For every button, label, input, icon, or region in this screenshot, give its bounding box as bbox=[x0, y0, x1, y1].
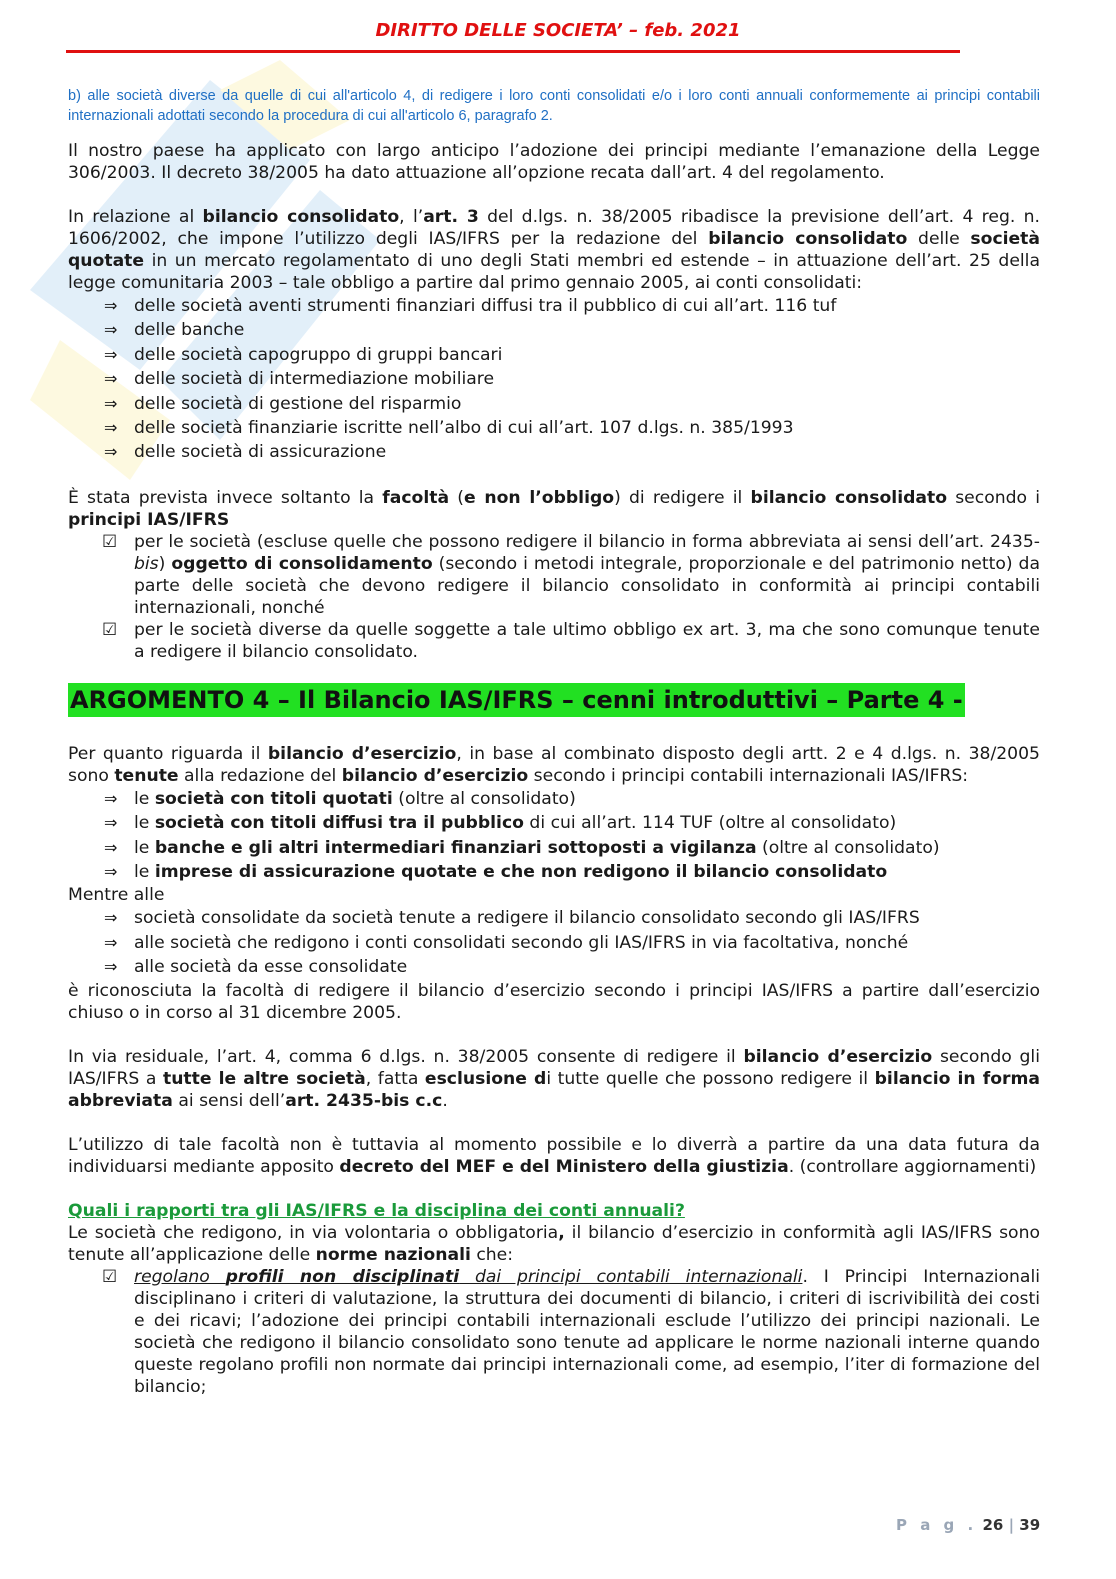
paragraph-facolta: È stata prevista invece soltanto la facoltà (e non l’obbligo) di redigere il bilancio consolidato secondo i principi IAS/IFRS bbox=[68, 487, 1041, 530]
arrow-icon: ⇒ bbox=[104, 369, 118, 389]
arrow-icon: ⇒ bbox=[104, 862, 118, 882]
mentre-label: Mentre alle bbox=[68, 885, 165, 906]
arrow-icon: ⇒ bbox=[104, 813, 118, 833]
paragraph-via-residuale: In via residuale, l’art. 4, comma 6 d.lgs. n. 38/2005 consente di redigere il bilancio d’esercizio secondo gli IAS/IFRS a tutte le altre società, fatta esclusione di tutte quelle che possono redigere il bilancio in forma abbreviata ai sensi dell’art. 2435-bis c.c. bbox=[68, 1046, 1040, 1111]
paragraph-bilancio-esercizio: Per quanto riguarda il bilancio d’esercizio, in base al combinato disposto degli artt. 2 e 4 d.lgs. n. 38/2005 sono tenute alla redazione del bilancio d’esercizio secondo i principi contabili internazionali IAS/IFRS: bbox=[68, 743, 1040, 786]
list-item: ⇒ delle società di gestione del risparmio bbox=[68, 392, 1040, 416]
page-label: P a g . bbox=[896, 1516, 978, 1534]
checkbox-icon: ☑ bbox=[102, 619, 118, 640]
list-item: ⇒ le società con titoli quotati (oltre al consolidato) bbox=[68, 787, 1040, 811]
list-item: ⇒ alle società che redigono i conti consolidati secondo gli IAS/IFRS in via facoltativa, nonché bbox=[68, 931, 1040, 955]
paragraph-utilizzo-facolta: L’utilizzo di tale facoltà non è tuttavia al momento possibile e lo diverrà a partire da una data futura da individuarsi mediante apposito decreto del MEF e del Ministero della giustizia. (controllare aggiornamenti) bbox=[68, 1134, 1040, 1177]
arrow-icon: ⇒ bbox=[104, 442, 118, 462]
header-rule bbox=[66, 50, 960, 53]
arrow-icon: ⇒ bbox=[104, 320, 118, 340]
list-item: ☑ regolano profili non disciplinati dai principi contabili internazionali. I Principi Internazionali disciplinano i criteri di valutazione, la struttura dei documenti di bilancio, i criteri di iscrivibilità dei costi e dei ricavi; l’adozione dei principi contabili internazionali esclude l’utilizzo dei principi nazionali. Le società che redigono il bilancio consolidato sono tenute ad applicare le norme nazionali interne quando queste regolano profili non normate dai principi internazionali come, ad esempio, l’iter di formazione del bilancio; bbox=[102, 1266, 1040, 1397]
list-item: ⇒ delle banche bbox=[68, 318, 1040, 342]
list-item: ⇒ delle società aventi strumenti finanziari diffusi tra il pubblico di cui all’art. 116 tuf bbox=[68, 294, 1040, 318]
total-pages: 39 bbox=[1019, 1516, 1041, 1534]
list-item: ⇒ delle società di intermediazione mobiliare bbox=[68, 367, 1040, 391]
arrow-icon: ⇒ bbox=[104, 393, 118, 413]
list-item: ⇒ delle società di assicurazione bbox=[68, 440, 1040, 464]
list-item: ⇒ le società con titoli diffusi tra il pubblico di cui all’art. 114 TUF (oltre al consolidato) bbox=[68, 811, 1040, 835]
paragraph-norme-nazionali: Le società che redigono, in via volontaria o obbligatoria, il bilancio d’esercizio in conformità agli IAS/IFRS sono tenute all’applicazione delle norme nazionali che: bbox=[68, 1222, 1040, 1265]
page-separator: | bbox=[1008, 1516, 1015, 1534]
norme-checklist bbox=[68, 1266, 1040, 1398]
document-body bbox=[68, 86, 1040, 1398]
section-heading: ARGOMENTO 4 – Il Bilancio IAS/IFRS – cenni introduttivi – Parte 4 - bbox=[68, 683, 965, 717]
list-item: ☑ per le società diverse da quelle soggette a tale ultimo obbligo ex art. 3, ma che sono comunque tenute a redigere il bilancio consolidato. bbox=[102, 619, 1040, 662]
list-item: ⇒ delle società capogruppo di gruppi bancari bbox=[68, 343, 1040, 367]
paragraph-bilancio-consolidato: In relazione al bilancio consolidato, l’art. 3 del d.lgs. n. 38/2005 ribadisce la previsione dell’art. 4 reg. n. 1606/2002, che impone l’utilizzo degli IAS/IFRS per la redazione del bilancio consolidato delle società quotate in un mercato regolamentato di uno degli Stati membri ed estende – in attuazione dell’art. 25 della legge comunitaria 2003 – tale obbligo a partire dal primo gennaio 2005, ai conti consolidati: bbox=[68, 207, 1040, 293]
arrow-icon: ⇒ bbox=[104, 418, 118, 438]
paragraph-law-306: Il nostro paese ha applicato con largo anticipo l’adozione dei principi mediante l’emanazione della Legge 306/2003. Il decreto 38/2005 ha dato attuazione all’opzione recata dall’art. 4 del regolamento. bbox=[68, 141, 1040, 183]
list-item: ⇒ le banche e gli altri intermediari finanziari sottoposti a vigilanza (oltre al consolidato) bbox=[68, 836, 1040, 860]
checkbox-icon: ☑ bbox=[102, 1266, 118, 1287]
arrow-icon: ⇒ bbox=[104, 908, 118, 928]
obligated-companies-list bbox=[68, 787, 1040, 885]
list-item: ⇒ società consolidate da società tenute a redigere il bilancio consolidato secondo gli IAS/IFRS bbox=[68, 906, 1040, 930]
consolidated-accounts-list bbox=[68, 294, 1040, 465]
question-heading: Quali i rapporti tra gli IAS/IFRS e la disciplina dei conti annuali? bbox=[68, 1200, 685, 1221]
arrow-icon: ⇒ bbox=[104, 837, 118, 857]
arrow-icon: ⇒ bbox=[104, 788, 118, 808]
arrow-icon: ⇒ bbox=[104, 932, 118, 952]
facolta-checklist bbox=[68, 531, 1040, 663]
current-page: 26 bbox=[982, 1516, 1004, 1534]
list-item: ☑ per le società (escluse quelle che possono redigere il bilancio in forma abbreviata ai sensi dell’art. 2435-bis) oggetto di consolidamento (secondo i metodi integrale, proporzionale e del patrimonio netto) da parte delle società che devono redigere il bilancio consolidato in conformità ai principi contabili internazionali, nonché bbox=[102, 531, 1040, 618]
checkbox-icon: ☑ bbox=[102, 531, 118, 552]
list-item: ⇒ delle società finanziarie iscritte nell’albo di cui all’art. 107 d.lgs. n. 385/1993 bbox=[68, 416, 1040, 440]
list-item: ⇒ le imprese di assicurazione quotate e che non redigono il bilancio consolidato bbox=[68, 860, 1040, 884]
arrow-icon: ⇒ bbox=[104, 344, 118, 364]
paragraph-riconosciuta: è riconosciuta la facoltà di redigere il bilancio d’esercizio secondo i principi IAS/IFRS a partire dall’esercizio chiuso o in corso al 31 dicembre 2005. bbox=[68, 980, 1040, 1023]
regulation-quote: b) alle società diverse da quelle di cui all'articolo 4, di redigere i loro conti consolidati e/o i loro conti annuali conformemente ai principi contabili internazionali adottati secondo la procedura di cui all'articolo 6, paragrafo 2. bbox=[68, 88, 1040, 124]
page-number bbox=[896, 1516, 1040, 1534]
arrow-icon: ⇒ bbox=[104, 296, 118, 315]
page-header-title: DIRITTO DELLE SOCIETA’ – feb. 2021 bbox=[375, 20, 741, 41]
optional-companies-list bbox=[68, 906, 1040, 979]
arrow-icon: ⇒ bbox=[104, 957, 118, 977]
list-item: ⇒ alle società da esse consolidate bbox=[68, 955, 1040, 979]
